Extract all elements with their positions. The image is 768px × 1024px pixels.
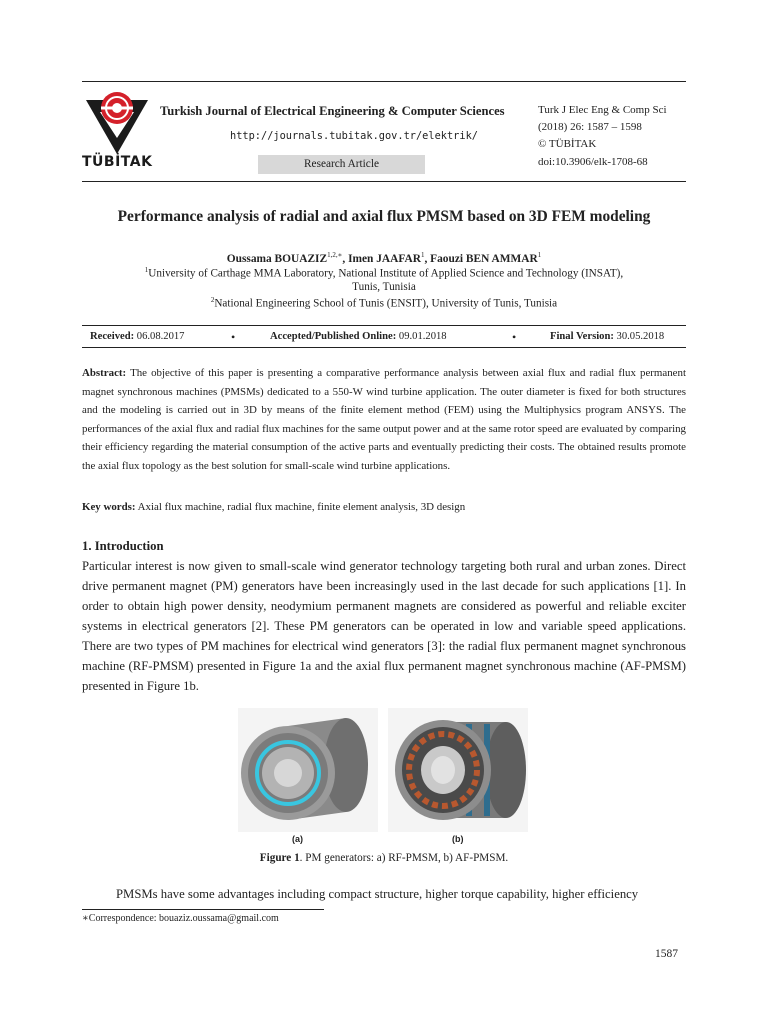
- received-label: Received:: [90, 331, 135, 342]
- header-bottom-rule: [82, 181, 686, 182]
- abstract: [82, 364, 686, 475]
- affiliation-mark: 1: [144, 266, 149, 274]
- date-bullet: •: [512, 330, 517, 344]
- body-paragraph: PMSMs have some advantages including compact structure, higher torque capability, higher efficiency: [116, 887, 639, 901]
- top-rule: [82, 81, 686, 82]
- accepted-label: Accepted/Published Online:: [270, 331, 397, 342]
- figure-caption-label: Figure 1: [259, 852, 300, 864]
- tubitak-emblem-icon: [84, 88, 150, 154]
- accepted-date: [270, 331, 447, 342]
- abstract-text: The objective of this paper is presenting a comparative performance analysis between axial flux and radial flux permanent magnet synchronous machines (PMSMs) dedicated to a 550-W wind turbine application. The outer diameter is fixed for both structures and the modeling is carried out in 3D by means of the finite element method (FEM) using the Multiphysics program ANSYS. The performances of the axial flux and radial flux machines for the same output power and at the same rotor speed are evaluated by comparing their efficiency regarding the material consumption of the active parts and eventually predicting their costs. The obtained results promote the axial flux topology as the best solution for small-scale wind turbine applications.: [82, 367, 686, 472]
- citation-copyright: © TÜBİTAK: [538, 138, 597, 150]
- author-name: Imen JAAFAR: [348, 252, 421, 265]
- rf-pmsm-image: [238, 708, 378, 832]
- author-affiliation-mark: 1,2,∗: [327, 251, 343, 259]
- figure-panel-label: (a): [292, 834, 303, 844]
- author-affiliation-mark: 1: [420, 251, 425, 259]
- author-affiliation-mark: 1: [537, 251, 542, 259]
- author-list: [0, 251, 768, 265]
- final-version-date: [550, 331, 664, 342]
- article-type-badge: Research Article: [258, 155, 425, 174]
- citation-doi[interactable]: doi:10.3906/elk-1708-68: [538, 156, 648, 168]
- section-heading: 1. Introduction: [82, 539, 164, 553]
- figure-panel-label: (b): [452, 834, 464, 844]
- affiliation-1: [0, 266, 768, 280]
- citation-volume: (2018) 26: 1587 – 1598: [538, 121, 642, 133]
- author-separator: ,: [424, 252, 431, 265]
- final-version-label: Final Version:: [550, 331, 614, 342]
- tubitak-logo: [82, 88, 153, 174]
- keywords-text: Axial flux machine, radial flux machine, finite element analysis, 3D design: [137, 501, 466, 513]
- received-date: [90, 331, 184, 342]
- footnote-rule: [82, 909, 324, 910]
- affiliation-text: National Engineering School of Tunis (ENSIT), University of Tunis, Tunisia: [214, 297, 558, 310]
- affiliation-text: University of Carthage MMA Laboratory, National Institute of Applied Science and Technology (INSAT),: [148, 267, 624, 280]
- author-name: Faouzi BEN AMMAR: [430, 252, 538, 265]
- citation-journal: Turk J Elec Eng & Comp Sci: [538, 104, 667, 116]
- affiliation-1-city: Tunis, Tunisia: [352, 281, 416, 293]
- affiliation-mark: 2: [210, 296, 215, 304]
- received-value: 06.08.2017: [136, 331, 185, 342]
- author-name: Oussama BOUAZIZ: [226, 252, 328, 265]
- tubitak-logo-text: TÜBİTAK: [82, 154, 153, 170]
- accepted-value: 09.01.2018: [398, 331, 447, 342]
- keywords-label: Key words:: [82, 501, 136, 513]
- page-number: 1587: [655, 948, 678, 960]
- dates-top-rule: [82, 325, 686, 326]
- final-version-value: 30.05.2018: [616, 331, 665, 342]
- abstract-label: Abstract:: [82, 367, 127, 379]
- affiliation-2: [0, 296, 768, 310]
- footnote-correspondence: ∗Correspondence: bouaziz.oussama@gmail.com: [82, 913, 279, 924]
- body-paragraph: Particular interest is now given to small-scale wind generator technology targeting both rural and urban zones. Direct drive permanent magnet (PM) generators have been increasingly used in the last decade for such applications [1]. In order to obtain high power density, neodymium permanent magnets are considered as powerful and reliable exciter systems in electrical generators [2]. These PM generators can be operated in low and variable speed applications. There are two types of PM machines for electrical wind generators [3]: the radial flux permanent magnet synchronous machine (RF-PMSM) presented in Figure 1a and the axial flux permanent magnet synchronous machine (AF-PMSM) presented in Figure 1b.: [82, 559, 686, 693]
- date-bullet: •: [231, 330, 236, 344]
- dates-bottom-rule: [82, 347, 686, 348]
- paper-title: Performance analysis of radial and axial flux PMSM based on 3D FEM modeling: [117, 208, 651, 225]
- keywords: [82, 498, 686, 517]
- figure-caption-text: . PM generators: a) RF-PMSM, b) AF-PMSM.: [299, 852, 509, 864]
- figure-caption: [0, 852, 768, 864]
- figure-1: [238, 708, 528, 848]
- journal-url[interactable]: http://journals.tubitak.gov.tr/elektrik/: [230, 130, 478, 142]
- af-pmsm-image: [388, 708, 528, 832]
- author-separator: ,: [342, 252, 349, 265]
- journal-title: Turkish Journal of Electrical Engineering & Computer Sciences: [160, 104, 505, 118]
